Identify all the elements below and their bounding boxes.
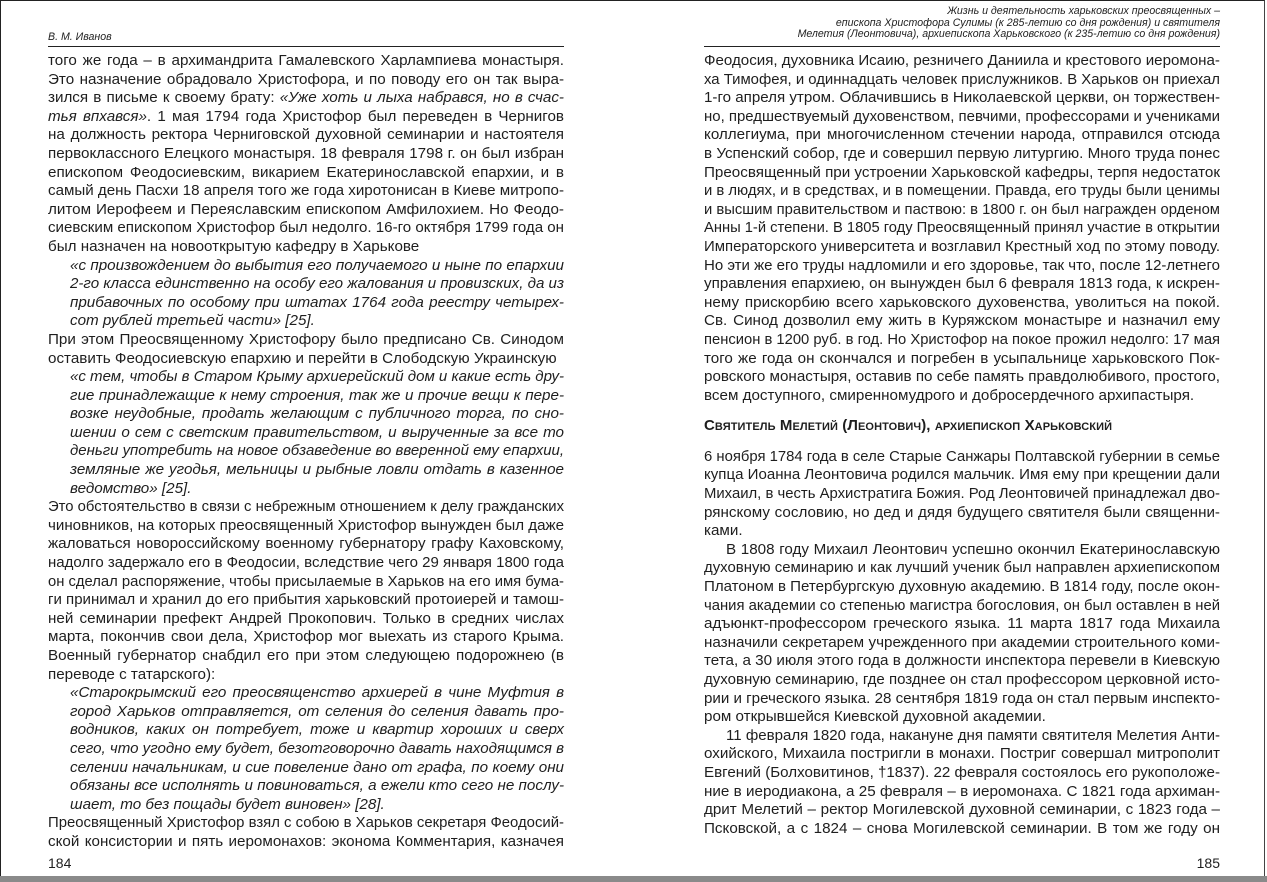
text-run: зился в письме к своему брату:: [48, 89, 280, 107]
text-line: 1-го апреля утром. Облачившись в Николаевской церкви, он торжествен-: [704, 89, 1221, 107]
text-line: назначили секретарем учрежденного при академии строительного коми-: [704, 633, 1220, 651]
text-line: ней семинарии префект Андрей Прокопович. Только в средних числах: [48, 609, 564, 627]
text-line: был назначен на новооткрытую кафедру в Харькове: [48, 237, 420, 255]
text-line: переводе с татарского):: [48, 665, 216, 683]
text-line: Михаил, в честь Архистратига Божия. Род Леонтовичей принадлежал дво-: [704, 485, 1220, 503]
text-line: чиновников, на которых преосвященный Христофор вынужден был даже: [48, 516, 565, 534]
text-line: ровского монастыря, оставив по себе память правдолюбивого, простого,: [704, 368, 1220, 386]
text-line: ха Тимофея, и одиннадцать человек прислужников. В Харьков он приехал: [704, 70, 1220, 88]
text-line: епископом Феодосиевским, викарием Екатеринославской епархии, и в: [48, 163, 564, 181]
page-body-text: [48, 52, 564, 852]
text-line: Но эти же его труды надломили и его здоровье, так что, после 12-летнего: [704, 256, 1221, 274]
quote-line: водников, каких он потребует, тоже и квартир хороших и сверх: [70, 721, 564, 739]
text-line: 6 ноября 1784 года в селе Старые Санжары Полтавской губернии в семье: [704, 447, 1220, 465]
paragraph-block: [704, 52, 1220, 405]
text-line: всем доступного, смиренномудрого и добросердечного архипастыря.: [704, 386, 1195, 404]
running-head-line: епископа Христофора Сулимы (к 285-летию со дня рождения) и святителя: [835, 16, 1220, 29]
text-line: 11 февраля 1820 года, накануне дня памяти святителя Мелетия Анти-: [725, 726, 1221, 744]
page-number: 184: [48, 855, 72, 871]
text-line: того же года он скончался и погребен в усыпальнице харьковского Пок-: [704, 349, 1220, 367]
italic-quote-run: тья впхався»: [48, 107, 147, 125]
text-line: самый день Пасхи 18 апреля того же года хиротонисан в Киеве митропо-: [48, 182, 564, 200]
text-line: охийского, Михаила постригли в монахи. Постриг совершал митрополит: [704, 745, 1220, 763]
text-line: нему прискорбию всего харьковского духовенства, уволиться на покой.: [704, 293, 1220, 311]
text-line: оставить Феодосиевскую епархию и перейти в Слободскую Украинскую: [48, 349, 557, 367]
text-line: того же года – в архимандрита Гамалевского Харлампиева монастыря.: [48, 52, 564, 69]
quote-line: селении начальникам, и сие повеление дано от графа, по коему они: [70, 758, 564, 776]
italic-quote-run: «Уже хоть и лыха набрався, но в счас-: [279, 89, 564, 107]
running-head-author: В. М. Иванов: [48, 30, 564, 47]
text-line: [48, 89, 564, 108]
quote-line: шении о сем с светским правительством, и вырученные за все то: [70, 423, 564, 441]
quote-line: земляные же угодья, мельницы и рыбные ловли отдать в казенное: [70, 461, 564, 479]
running-head-title: [704, 5, 1220, 47]
quote-line: шает, то без пощады будет виновен» [28].: [70, 795, 385, 813]
text-line: сиевским епископом Христофор был недолго. 16-го октября 1799 года он: [48, 219, 565, 237]
page-body-text: [704, 52, 1220, 838]
text-line: коллегиума, при многочисленном стечении народа, отправился отсюда: [704, 126, 1220, 144]
quote-line: возке неудобные, продать желающим с публичного торга, по сно-: [70, 405, 564, 423]
text-line: ние в иеродиакона, а 25 февраля – в иеромонаха. С 1821 года архиман-: [704, 782, 1220, 800]
text-line: дрит Мелетий – ректор Могилевской духовной семинарии, с 1823 года –: [704, 801, 1220, 819]
text-line: рянскому сословию, но дед и дядя будущего святителя были священни-: [704, 503, 1220, 521]
text-line: Императорского университета и возглавил Крестный ход по этому поводу.: [704, 237, 1221, 255]
quote-line: «Старокрымский его преосвященство архиерей в чине Муфтия в: [70, 684, 564, 702]
quote-line: сего, что угодно ему будет, безотговорочно давать находящимся в: [69, 739, 564, 757]
section-heading: Святитель Мелетий (Леонтович), архиепископ Харьковский: [704, 417, 1113, 435]
quote-line: 2-го класса единственно на особу его жалования и провизских, да из: [69, 275, 564, 293]
text-line: на должность ректора Черниговской духовной семинарии и настоятеля: [48, 126, 564, 144]
text-line: духовную семинарию и как лучший ученик был направлен архиепископом: [704, 559, 1220, 577]
running-head-line: Жизнь и деятельность харьковских преосвященных –: [947, 5, 1220, 17]
text-line: Анны 1-й степени. В 1805 году Преосвященный принял участие в открытии: [704, 219, 1220, 237]
text-line: При этом Преосвященному Христофору было предписано Св. Синодом: [48, 330, 564, 348]
text-line: пенсион в 1200 руб. в год. Но Христофор на покое прожил недолго: 17 мая: [704, 330, 1221, 348]
text-line: Платоном в Петербургскую духовную академию. В 1814 году, после окон-: [704, 578, 1220, 596]
quote-line: сот рублей третьей части» [25].: [70, 312, 315, 330]
text-line: рии и греческого языка. 28 сентября 1819 года он стал первым инспекто-: [704, 689, 1221, 707]
text-line: он сделал распоряжение, чтобы присылаемые в Харьков на его имя бума-: [48, 572, 564, 590]
text-run: . 1 мая 1794 года Христофор был переведен в Чернигов: [146, 107, 564, 125]
text-line: Преосвященный при устроении Харьковской кафедры, терпя недостаток: [704, 163, 1221, 181]
text-line: чания академии со степенью магистра богословия, он был оставлен в ней: [704, 596, 1220, 614]
quote-line: «с тем, чтобы в Старом Крыму архиерейский дом и какие есть дру-: [69, 368, 565, 386]
text-line: купца Иоанна Леонтовича родился мальчик. Имя ему при крещении дали: [704, 466, 1221, 484]
text-line: марта, покончив свои дела, Христофор мог выехать из старого Крыма.: [48, 628, 564, 646]
text-line: но, предшествуемый духовенством, певчими, профессорами и учениками: [704, 107, 1221, 125]
text-line: надолго задержало его в Феодосии, вследствие чего 29 января 1800 года: [48, 554, 564, 572]
quote-line: «с произвождением до выбытия его получаемого и ныне по епархии: [70, 256, 564, 274]
text-line: жаловаться новороссийскому военному губернатору графу Каховскому,: [48, 535, 564, 553]
quote-line: деньги употребить на новое обзаведение во вверенной ему епархии,: [69, 442, 565, 460]
text-line: ги принимал и хранил до его прибытия харьковский протоиерей и тамош-: [48, 591, 564, 609]
text-line: духовную семинарию, где позднее он стал профессором церковной исто-: [704, 671, 1220, 688]
text-line: Это назначение обрадовало Христофора, и по поводу его он так выра-: [48, 70, 564, 88]
text-line: Преосвященный Христофор взял с собою в Харьков секретаря Феодосий-: [48, 814, 564, 832]
text-line: и в людях, и в средствах, и в помещении. Правда, его труды были ценимы: [704, 182, 1220, 200]
viewer-bottom-edge: [0, 876, 1267, 882]
text-line: Св. Синод дозволил ему жить в Куряжском монастыре и назначил ему: [704, 312, 1220, 330]
text-line: ками.: [704, 522, 743, 540]
page-184: [48, 0, 564, 876]
text-line: и высшим правительством и паствою: в 1800 г. он был награжден орденом: [704, 200, 1220, 218]
quote-line: город Харьков отправляется, от селения до селения давать про-: [70, 702, 564, 720]
text-line: [48, 108, 564, 127]
quote-line: гие принадлежащие к нему строения, так же и прочие вещи к пере-: [70, 386, 564, 404]
text-line: ской консистории и пять иеромонахов: эконома Комментария, казначея: [48, 832, 564, 850]
text-line: Это обстоятельство в связи с небрежным отношением к делу гражданских: [48, 498, 565, 516]
text-line: ром открывшейся Киевской духовной академии.: [704, 708, 1046, 726]
text-line: Евгений (Болховитинов, †1837). 22 февраля состоялось его рукоположе-: [704, 763, 1220, 781]
quote-line: обязаны все исполнять и повиноваться, а ежели кто сего не послу-: [70, 777, 564, 795]
text-line: первоклассного Елецкого монастыря. 18 февраля 1798 г. он был избран: [48, 144, 564, 162]
text-line: тета, а 30 июля этого года в должности инспектора перевели в Киевскую: [704, 652, 1220, 670]
paragraph-block: [704, 448, 1220, 838]
text-line: Феодосия, духовника Исаию, резничего Даниила и крестового иеромона-: [704, 52, 1220, 69]
text-line: адъюнкт-профессором греческого языка. 11 марта 1817 года Михаила: [704, 615, 1220, 633]
page-number: 185: [1196, 855, 1220, 871]
text-line: Псковской, а с 1824 – снова Могилевской семинарии. В том же году он: [704, 819, 1220, 837]
text-line: в Успенский собор, где и совершил первую литургию. Много труда понес: [704, 144, 1220, 162]
text-line: литом Иерофеем и Переяславским епископом Амфилохием. Но Феодо-: [48, 200, 564, 218]
text-line: В 1808 году Михаил Леонтович успешно окончил Екатеринославскую: [726, 540, 1220, 558]
quote-line: прибавочных по особому при штатах 1764 года реестру четырех-: [70, 293, 564, 311]
page-185: [704, 0, 1220, 876]
text-line: Военный губернатор снабдил его при этом следующею подорожнею (в: [48, 647, 564, 664]
quote-line: ведомство» [25].: [70, 479, 192, 497]
running-head-line: Мелетия (Леонтовича), архиепископа Харьковского (к 235-летию со дня рождения): [797, 28, 1220, 40]
text-line: управления епархиею, он вынужден был 6 февраля 1813 года, к искрен-: [704, 275, 1220, 293]
